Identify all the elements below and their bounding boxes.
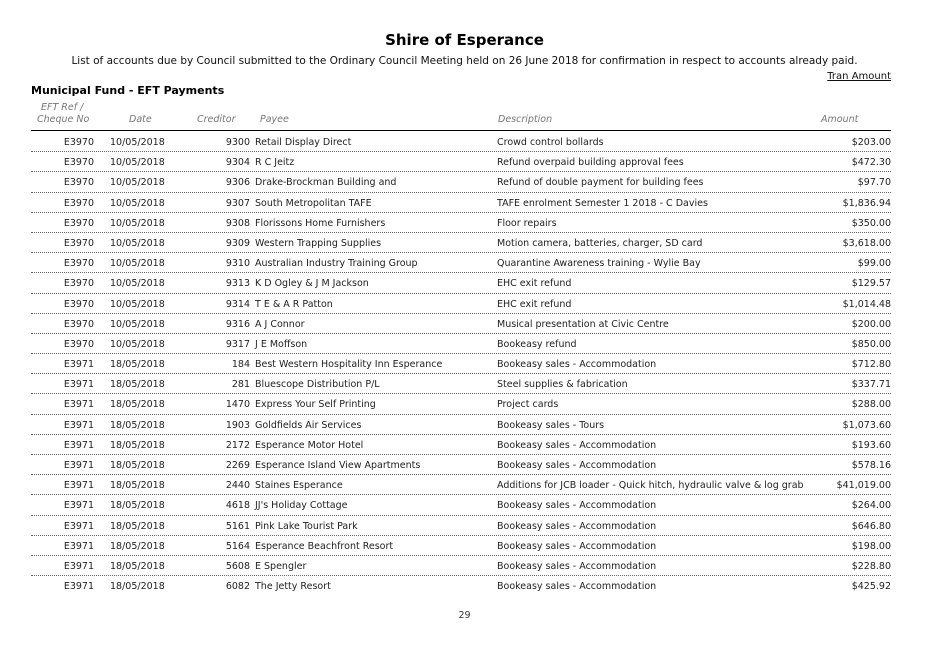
fund-title: Municipal Fund - EFT Payments [31,84,225,97]
cell-description: Additions for JCB loader - Quick hitch, hydraulic valve & log grab [497,480,804,492]
cell-ref: E3971 [63,540,94,552]
col-description: Description [498,114,553,125]
col-ref-line2: Cheque No [37,114,90,125]
cell-date: 10/05/2018 [110,137,165,148]
cell-ref: E3971 [63,399,94,411]
table-row [31,132,891,152]
cell-ref: E3971 [63,560,94,572]
cell-description: Bookeasy sales - Accommodation [497,439,657,451]
cell-description: Bookeasy sales - Tours [497,419,605,431]
table-row [31,475,891,495]
table-row [31,233,891,253]
cell-date: 18/05/2018 [110,480,165,492]
cell-creditor: 9306 [225,177,250,189]
table-row [31,374,891,394]
cell-ref: E3971 [63,500,94,512]
tran-amount-label: Tran Amount [827,71,891,82]
cell-date: 18/05/2018 [110,419,165,431]
cell-payee: K D Ogley & J M Jackson [255,278,369,290]
cell-creditor: 9308 [225,217,250,229]
cell-date: 10/05/2018 [110,197,165,209]
cell-description: Quarantine Awareness training - Wylie Bay [497,258,701,270]
cell-payee: Esperance Motor Hotel [255,439,364,451]
page-number: 29 [458,610,471,621]
table-row [31,556,891,576]
cell-description: Floor repairs [497,217,557,229]
cell-payee: JJ's Holiday Cottage [255,500,348,512]
cell-creditor: 9309 [225,237,250,249]
cell-date: 10/05/2018 [110,298,165,310]
cell-amount: $99.00 [857,258,891,270]
cell-payee: E Spengler [255,560,307,572]
cell-amount: $129.57 [851,278,891,290]
cell-amount: $193.60 [851,439,891,451]
cell-creditor: 9307 [225,197,250,209]
cell-date: 10/05/2018 [110,278,165,290]
cell-creditor: 2172 [225,439,250,451]
cell-amount: $1,073.60 [842,419,891,431]
cell-amount: $1,014.48 [842,298,891,310]
cell-payee: Australian Industry Training Group [255,258,418,270]
table-row [31,576,891,595]
cell-payee: R C Jeitz [255,157,295,169]
cell-date: 10/05/2018 [110,258,165,270]
table-row [31,213,891,233]
col-payee: Payee [260,114,289,125]
cell-payee: Esperance Island View Apartments [255,460,421,471]
cell-date: 10/05/2018 [110,157,165,169]
cell-payee: J E Moffson [255,338,308,350]
cell-ref: E3971 [63,419,94,431]
table-row [31,536,891,556]
cell-description: EHC exit refund [497,298,572,310]
cell-creditor: 1903 [225,419,250,431]
cell-ref: E3970 [63,258,94,270]
cell-payee: Express Your Self Printing [255,399,376,411]
cell-date: 10/05/2018 [110,217,165,229]
cell-amount: $41,019.00 [836,480,891,492]
cell-creditor: 2440 [225,480,250,492]
cell-ref: E3970 [63,197,94,209]
cell-date: 18/05/2018 [110,439,165,451]
cell-ref: E3971 [63,520,94,532]
cell-ref: E3970 [63,177,94,189]
cell-payee: T E & A R Patton [255,298,333,310]
cell-payee: Pink Lake Tourist Park [255,520,358,532]
table-row [31,516,891,536]
cell-ref: E3970 [63,298,94,310]
cell-payee: Best Western Hospitality Inn Esperance [255,359,443,371]
cell-amount: $472.30 [851,157,891,169]
cell-ref: E3970 [63,237,94,249]
cell-amount: $1,836.94 [842,197,891,209]
cell-ref: E3970 [63,318,94,330]
page-title: Shire of Esperance [385,31,544,49]
cell-creditor: 281 [231,379,250,391]
cell-date: 18/05/2018 [110,460,165,471]
cell-description: Bookeasy refund [497,338,577,350]
cell-creditor: 9304 [225,157,250,169]
cell-ref: E3971 [63,379,94,391]
cell-amount: $288.00 [851,399,891,411]
cell-amount: $200.00 [851,318,891,330]
cell-date: 10/05/2018 [110,318,165,330]
cell-payee: Goldfields Air Services [255,419,362,431]
table-row [31,334,891,354]
cell-payee: Esperance Beachfront Resort [255,540,394,552]
cell-creditor: 9314 [225,298,250,310]
cell-amount: $578.16 [851,460,891,471]
table-row [31,193,891,213]
cell-description: Bookeasy sales - Accommodation [497,581,657,593]
cell-ref: E3970 [63,338,94,350]
cell-payee: Retail Display Direct [255,137,352,148]
cell-creditor: 9300 [225,137,250,148]
cell-description: Bookeasy sales - Accommodation [497,460,657,471]
cell-date: 18/05/2018 [110,540,165,552]
cell-date: 18/05/2018 [110,379,165,391]
cell-creditor: 5161 [225,520,250,532]
report-subtitle: List of accounts due by Council submitted to the Ordinary Council Meeting held on 26 June 2018 for confirmation in respect to accounts already paid. [71,55,858,67]
col-creditor: Creditor [197,114,236,125]
cell-amount: $203.00 [851,137,891,148]
cell-date: 18/05/2018 [110,399,165,411]
cell-date: 18/05/2018 [110,581,165,593]
cell-payee: A J Connor [255,318,305,330]
cell-description: Crowd control bollards [497,137,604,148]
col-amount: Amount [821,114,859,125]
cell-description: Project cards [497,399,559,411]
cell-description: Bookeasy sales - Accommodation [497,359,657,371]
cell-creditor: 9317 [225,338,250,350]
cell-date: 10/05/2018 [110,237,165,249]
col-date: Date [129,114,152,125]
cell-amount: $97.70 [857,177,891,189]
table-row [31,172,891,192]
cell-description: TAFE enrolment Semester 1 2018 - C Davies [497,197,708,209]
table-row [31,455,891,475]
cell-creditor: 1470 [225,399,250,411]
cell-creditor: 5164 [225,540,250,552]
cell-ref: E3970 [63,157,94,169]
cell-description: Motion camera, batteries, charger, SD card [497,237,703,249]
cell-amount: $198.00 [851,540,891,552]
cell-ref: E3970 [63,137,94,148]
col-ref-line1: EFT Ref / [41,102,84,113]
cell-amount: $712.80 [851,359,891,371]
cell-amount: $850.00 [851,338,891,350]
cell-description: Bookeasy sales - Accommodation [497,520,657,532]
cell-amount: $264.00 [851,500,891,512]
cell-date: 18/05/2018 [110,520,165,532]
cell-amount: $425.92 [851,581,891,593]
cell-amount: $337.71 [851,379,891,391]
cell-date: 18/05/2018 [110,359,165,371]
table-row [31,152,891,172]
header-rule [31,130,891,131]
cell-amount: $646.80 [851,520,891,532]
cell-ref: E3971 [63,460,94,471]
cell-amount: $228.80 [851,560,891,572]
cell-creditor: 2269 [225,460,250,471]
payments-table [31,132,891,595]
cell-description: Bookeasy sales - Accommodation [497,560,657,572]
cell-description: Refund of double payment for building fees [497,177,704,189]
cell-description: Steel supplies & fabrication [497,379,628,391]
table-row [31,294,891,314]
cell-date: 10/05/2018 [110,177,165,189]
cell-creditor: 5608 [225,560,250,572]
cell-creditor: 4618 [225,500,250,512]
cell-description: EHC exit refund [497,278,572,290]
cell-payee: The Jetty Resort [255,581,331,593]
cell-description: Bookeasy sales - Accommodation [497,540,657,552]
cell-creditor: 9313 [225,278,250,290]
cell-ref: E3971 [63,581,94,593]
table-row [31,314,891,334]
cell-creditor: 184 [231,359,250,371]
cell-payee: Drake-Brockman Building and [255,177,397,189]
cell-ref: E3970 [63,217,94,229]
table-row [31,253,891,273]
table-row [31,495,891,515]
cell-description: Refund overpaid building approval fees [497,157,684,169]
cell-ref: E3971 [63,439,94,451]
cell-description: Musical presentation at Civic Centre [497,318,669,330]
table-row [31,273,891,293]
cell-creditor: 9310 [225,258,250,270]
cell-payee: Bluescope Distribution P/L [255,379,380,391]
cell-date: 18/05/2018 [110,560,165,572]
cell-amount: $350.00 [851,217,891,229]
cell-creditor: 6082 [225,581,250,593]
cell-ref: E3971 [63,480,94,492]
cell-date: 10/05/2018 [110,338,165,350]
table-row [31,354,891,374]
table-row [31,415,891,435]
cell-payee: Western Trapping Supplies [255,237,382,249]
cell-amount: $3,618.00 [842,237,891,249]
table-row [31,394,891,414]
cell-ref: E3971 [63,359,94,371]
cell-payee: Florissons Home Furnishers [255,217,386,229]
cell-description: Bookeasy sales - Accommodation [497,500,657,512]
cell-ref: E3970 [63,278,94,290]
cell-creditor: 9316 [225,318,250,330]
cell-payee: South Metropolitan TAFE [255,197,372,209]
cell-payee: Staines Esperance [255,480,343,492]
cell-date: 18/05/2018 [110,500,165,512]
table-row [31,435,891,455]
